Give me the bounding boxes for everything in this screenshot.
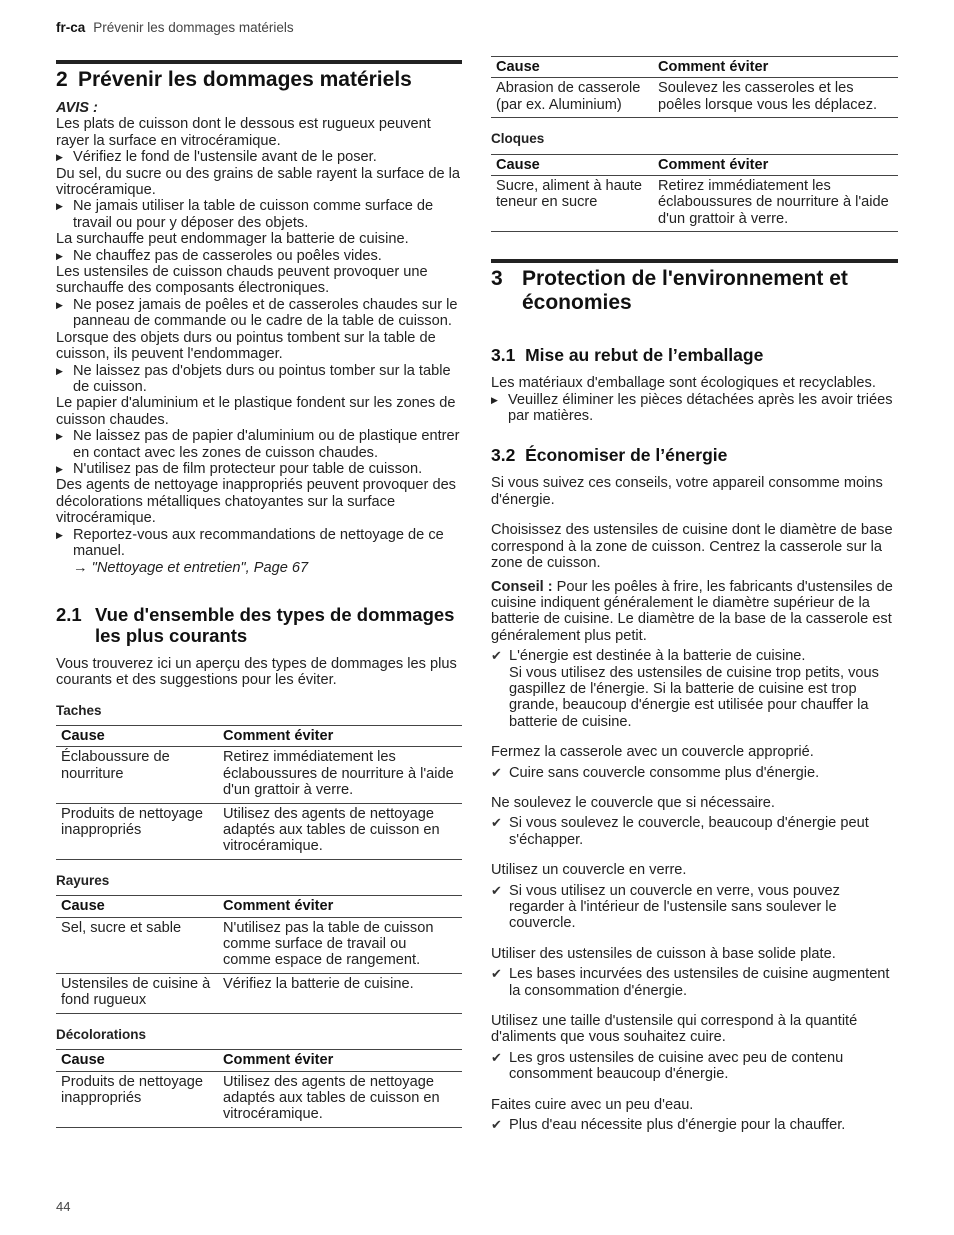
bullet-item: ▶ Ne posez jamais de poêles et de casseroles chaudes sur le panneau de commande ou le cadre de la table de cuisson. bbox=[56, 296, 458, 330]
bullet-item: ▶ Reportez-vous aux recommandations de nettoyage de ce manuel. bbox=[56, 526, 444, 559]
paragraph: Le papier d'aluminium et le plastique fondent sur les zones de cuisson chaudes. bbox=[56, 395, 456, 428]
checkmark-icon: ✔ bbox=[491, 882, 502, 898]
bullet-item: ▶ Ne jamais utiliser la table de cuisson comme surface de travail ou pour y déposer des objets. bbox=[56, 198, 434, 231]
bullet-item: ▶ Ne chauffez pas de casseroles ou poêles vides. bbox=[56, 247, 382, 264]
paragraph: Du sel, du sucre ou des grains de sable rayent la surface de la vitrocéramique. bbox=[56, 165, 460, 199]
table-row: Éclaboussure de nourriture Retirez immédiatement les éclaboussures de nourriture à l'aide d'un grattoir à verre. bbox=[56, 747, 462, 803]
left-column bbox=[56, 60, 462, 1128]
checkmark-icon: ✔ bbox=[491, 648, 502, 664]
notice-label: AVIS : bbox=[56, 100, 98, 116]
check-item: ✔ Si vous utilisez un couvercle en verre, vous pouvez regarder à l'intérieur de l'ustensile sans soulever le couvercle. bbox=[491, 882, 840, 932]
table-row: Produits de nettoyage inappropriés Utilisez des agents de nettoyage adaptés aux tables de cuisson en vitrocéramique. bbox=[56, 803, 462, 859]
table-rayures: Cause Comment éviter Sel, sucre et sable N'utilisez pas la table de cuisson comme surface de travail ou comme espace de rangement. Ustensiles de cuisine à fond rugueux Vérifiez la batterie de cuisine. bbox=[56, 895, 462, 1013]
bullet-item: ▶ N'utilisez pas de film protecteur pour table de cuisson. bbox=[56, 460, 423, 477]
table-caption-decolorations: Décolorations bbox=[56, 1026, 147, 1042]
paragraph: Lorsque des objets durs ou pointus tombent sur la table de cuisson, ils peuvent l'endommager. bbox=[56, 329, 436, 363]
running-header bbox=[56, 20, 294, 36]
paragraph: Utiliser des ustensiles de cuisson à base solide plate. bbox=[491, 945, 836, 962]
checkmark-icon: ✔ bbox=[491, 764, 502, 780]
bullet-item: ▶ Veuillez éliminer les pièces détachées après les avoir triées par matières. bbox=[491, 391, 893, 425]
section-2-1-heading: 2.1 Vue d'ensemble des types de dommages les plus courants bbox=[56, 603, 455, 646]
right-column bbox=[491, 56, 898, 1133]
table-caption-rayures: Rayures bbox=[56, 872, 110, 888]
checkmark-icon: ✔ bbox=[491, 815, 502, 831]
table-row: Abrasion de casserole (par ex. Aluminium) Soulevez les casseroles et les poêles lorsque vous les déplacez. bbox=[491, 78, 898, 118]
check-item: ✔ Plus d'eau nécessite plus d'énergie pour la chauffer. bbox=[491, 1117, 846, 1134]
tip-paragraph: Conseil : Pour les poêles à frire, les fabricants d'ustensiles de cuisine indiquent généralement le diamètre supérieur de la batterie de cuisine. Le diamètre de la base de la casserole est généralement plus petit. bbox=[491, 578, 893, 644]
check-item: ✔ Si vous soulevez le couvercle, beaucoup d'énergie peut s'échapper. bbox=[491, 815, 869, 848]
paragraph: La surchauffe peut endommager la batterie de cuisine. bbox=[56, 231, 409, 248]
paragraph: Les ustensiles de cuisson chauds peuvent provoquer une surchauffe des composants électroniques. bbox=[56, 264, 428, 297]
paragraph: Choisissez des ustensiles de cuisine dont le diamètre de base correspond à la zone de cuisson. Centrez la casserole sur la zone de cuisson. bbox=[491, 522, 893, 572]
paragraph: Ne soulevez le couvercle que si nécessaire. bbox=[491, 794, 775, 811]
paragraph: Utilisez un couvercle en verre. bbox=[491, 862, 687, 879]
check-item: ✔ L'énergie est destinée à la batterie de cuisine. Si vous utilisez des ustensiles de cuisine trop petits, vous gaspillez de l'énergie. Si la batterie de cuisine est trop grande, beaucoup d'énergie est utilisée pour chauffer la batterie de cuisine. bbox=[491, 648, 879, 730]
bullet-item: ▶ Vérifiez le fond de l'ustensile avant de le poser. bbox=[56, 149, 377, 166]
page-number: 44 bbox=[56, 1199, 71, 1214]
table-decolorations: Cause Comment éviter Produits de nettoyage inappropriés Utilisez des agents de nettoyage adaptés aux tables de cuisson en vitrocéramique. bbox=[56, 1049, 462, 1128]
section-3-2-heading: 3.2 Économiser de l’énergie bbox=[491, 445, 728, 466]
check-item: ✔ Cuire sans couvercle consomme plus d'énergie. bbox=[491, 764, 820, 781]
paragraph: Si vous suivez ces conseils, votre appareil consomme moins d'énergie. bbox=[491, 475, 883, 508]
table-row: Ustensiles de cuisine à fond rugueux Vérifiez la batterie de cuisine. bbox=[56, 973, 462, 1013]
table-caption-taches: Taches bbox=[56, 702, 102, 718]
check-item: ✔ Les bases incurvées des ustensiles de cuisine augmentent la consommation d'énergie. bbox=[491, 966, 890, 999]
check-item: ✔ Les gros ustensiles de cuisine avec peu de contenu consomment beaucoup d'énergie. bbox=[491, 1049, 844, 1083]
table-cloques: Cause Comment éviter Sucre, aliment à haute teneur en sucre Retirez immédiatement les éclaboussures de nourriture à l'aide d'un grattoir à verre. bbox=[491, 154, 898, 233]
bullet-item: ▶ Ne laissez pas d'objets durs ou pointus tomber sur la table de cuisson. bbox=[56, 362, 451, 395]
table-row: Sel, sucre et sable N'utilisez pas la table de cuisson comme surface de travail ou comme espace de rangement. bbox=[56, 917, 462, 973]
paragraph: Les plats de cuisson dont le dessous est rugueux peuvent rayer la surface en vitrocéramique. bbox=[56, 116, 431, 149]
paragraph: Vous trouverez ici un aperçu des types de dommages les plus courants et des suggestions pour les éviter. bbox=[56, 655, 457, 689]
section-title: Prévenir les dommages matériels bbox=[78, 68, 412, 91]
section-3-heading: 3 Protection de l'environnement et économies bbox=[491, 259, 898, 315]
table-row: Sucre, aliment à haute teneur en sucre Retirez immédiatement les éclaboussures de nourriture à l'aide d'un grattoir à verre. bbox=[491, 176, 898, 232]
section-number: 2 bbox=[56, 68, 68, 91]
table-continued: Cause Comment éviter Abrasion de casserole (par ex. Aluminium) Soulevez les casseroles et les poêles lorsque vous les déplacez. bbox=[491, 56, 898, 118]
paragraph: Les matériaux d'emballage sont écologiques et recyclables. bbox=[491, 375, 876, 392]
lang-code: fr-ca bbox=[56, 20, 86, 35]
bullet-item: ▶ Ne laissez pas de papier d'aluminium ou de plastique entrer en contact avec les zones de cuisson chaudes. bbox=[56, 428, 460, 461]
cross-reference-link[interactable]: → "Nettoyage et entretien", Page 67 bbox=[73, 560, 309, 577]
arrow-right-icon: → bbox=[73, 560, 92, 577]
paragraph: Fermez la casserole avec un couvercle approprié. bbox=[491, 744, 814, 761]
paragraph: Faites cuire avec un peu d'eau. bbox=[491, 1096, 694, 1113]
section-3-1-heading: 3.1 Mise au rebut de l’emballage bbox=[491, 345, 764, 366]
table-caption-cloques: Cloques bbox=[491, 131, 545, 147]
checkmark-icon: ✔ bbox=[491, 966, 502, 982]
header-section: Prévenir les dommages matériels bbox=[93, 20, 294, 35]
paragraph: Utilisez une taille d'ustensile qui correspond à la quantité d'aliments que vous souhaitez cuire. bbox=[491, 1013, 858, 1046]
table-row: Produits de nettoyage inappropriés Utilisez des agents de nettoyage adaptés aux tables de cuisson en vitrocéramique. bbox=[56, 1071, 462, 1127]
checkmark-icon: ✔ bbox=[491, 1049, 502, 1065]
table-taches: Cause Comment éviter Éclaboussure de nourriture Retirez immédiatement les éclaboussures de nourriture à l'aide d'un grattoir à verre. Produits de nettoyage inappropriés Utilisez des agents de nettoyage adaptés aux tables de cuisson en vitrocéramique. bbox=[56, 725, 462, 860]
paragraph: Des agents de nettoyage inappropriés peuvent provoquer des décolorations métalliques chatoyantes sur la surface vitrocéramique. bbox=[56, 477, 456, 527]
checkmark-icon: ✔ bbox=[491, 1117, 502, 1133]
section-2-heading bbox=[56, 60, 462, 92]
